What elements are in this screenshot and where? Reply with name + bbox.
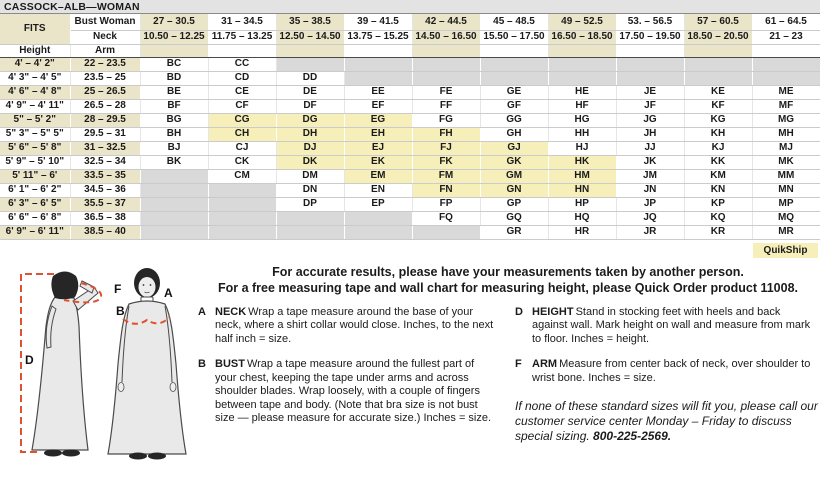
bust-range: 39 – 41.5	[344, 14, 412, 30]
header-spacer-cell	[276, 44, 344, 57]
size-cell: DP	[276, 197, 344, 211]
measuring-instructions-section	[0, 264, 820, 476]
size-row	[0, 99, 820, 113]
size-cell: EK	[344, 155, 412, 169]
size-cell: HN	[548, 183, 616, 197]
size-row	[0, 197, 820, 211]
arm-range: 29.5 – 31	[70, 127, 140, 141]
size-cell: KE	[684, 85, 752, 99]
height-range: 5" 3" – 5" 5"	[0, 127, 70, 141]
header-spacer-cell	[480, 44, 548, 57]
intro-text	[198, 264, 818, 296]
size-cell: JF	[616, 99, 684, 113]
instruction-term-neck: NECK	[215, 305, 247, 318]
size-cell-unavailable	[140, 183, 208, 197]
size-cell-unavailable	[616, 57, 684, 71]
front-figure-hand	[170, 382, 176, 391]
size-cell: EM	[344, 169, 412, 183]
size-cell: KK	[684, 155, 752, 169]
size-cell: JJ	[616, 141, 684, 155]
header-spacer-cell	[344, 44, 412, 57]
size-cell: BD	[140, 71, 208, 85]
size-cell: KJ	[684, 141, 752, 155]
size-cell-unavailable	[208, 225, 276, 239]
size-cell-unavailable	[480, 57, 548, 71]
height-range: 5" – 5' 2"	[0, 113, 70, 127]
bust-range: 31 – 34.5	[208, 14, 276, 30]
column-label-row	[0, 44, 820, 57]
size-cell: MK	[752, 155, 820, 169]
size-cell: HG	[548, 113, 616, 127]
size-cell-unavailable	[344, 225, 412, 239]
size-cell: HF	[548, 99, 616, 113]
front-figure-foot	[129, 452, 147, 459]
bust-range: 49 – 52.5	[548, 14, 616, 30]
height-range: 6' 1" – 6' 2"	[0, 183, 70, 197]
size-cell-unavailable	[412, 225, 480, 239]
size-cell: CJ	[208, 141, 276, 155]
size-cell: FG	[412, 113, 480, 127]
size-cell-unavailable	[276, 225, 344, 239]
arm-column-label: Arm	[70, 44, 140, 57]
header-spacer-cell	[548, 44, 616, 57]
size-cell: CE	[208, 85, 276, 99]
instruction-key-d: D	[515, 305, 523, 318]
size-row	[0, 127, 820, 141]
size-cell: KG	[684, 113, 752, 127]
neck-range: 18.50 – 20.50	[684, 30, 752, 44]
size-cell-unavailable	[140, 197, 208, 211]
neck-range: 13.75 – 15.25	[344, 30, 412, 44]
height-range: 4' 6" – 4' 8"	[0, 85, 70, 99]
bust-range: 53. – 56.5	[616, 14, 684, 30]
size-cell: DM	[276, 169, 344, 183]
size-cell: GJ	[480, 141, 548, 155]
neck-range: 11.75 – 13.25	[208, 30, 276, 44]
size-cell: HK	[548, 155, 616, 169]
size-cell: GP	[480, 197, 548, 211]
size-row	[0, 141, 820, 155]
size-cell: MP	[752, 197, 820, 211]
figure-label-neck: A	[164, 285, 173, 300]
size-cell-unavailable	[140, 169, 208, 183]
special-sizing-note	[515, 399, 818, 444]
size-cell: DF	[276, 99, 344, 113]
arm-range: 28 – 29.5	[70, 113, 140, 127]
size-cell: FM	[412, 169, 480, 183]
instruction-neck	[198, 306, 497, 347]
size-cell: FQ	[412, 211, 480, 225]
instruction-key-f: F	[515, 358, 522, 370]
size-cell: JR	[616, 225, 684, 239]
height-column-label: Height	[0, 44, 70, 57]
instruction-bust	[198, 358, 497, 426]
size-cell: HJ	[548, 141, 616, 155]
height-range: 6' 3" – 6' 5"	[0, 197, 70, 211]
neck-range: 12.50 – 14.50	[276, 30, 344, 44]
figure-label-height: D	[25, 352, 34, 367]
size-row	[0, 85, 820, 99]
instruction-text-height: Stand in stocking feet with heels and back against wall. Mark height on wall and measure from mark to floor. Inches = height.	[532, 305, 811, 345]
size-row	[0, 169, 820, 183]
size-cell: HH	[548, 127, 616, 141]
measurement-figure-illustration	[4, 264, 196, 466]
page-title: CASSOCK–ALB—WOMAN	[0, 0, 820, 14]
bust-range: 42 – 44.5	[412, 14, 480, 30]
size-cell: BH	[140, 127, 208, 141]
size-cell-unavailable	[276, 211, 344, 225]
special-sizing-text: If none of these standard sizes will fit you, please call our customer service center Monday – Friday to discuss special sizing.	[515, 399, 818, 443]
size-cell: JH	[616, 127, 684, 141]
size-cell: FH	[412, 127, 480, 141]
size-cell-unavailable	[616, 71, 684, 85]
front-figure-face	[139, 277, 156, 297]
size-cell: JE	[616, 85, 684, 99]
header-spacer-cell	[208, 44, 276, 57]
size-cell: GK	[480, 155, 548, 169]
instruction-term-height: HEIGHT	[532, 305, 574, 318]
size-cell: BE	[140, 85, 208, 99]
size-row	[0, 183, 820, 197]
arm-range: 26.5 – 28	[70, 99, 140, 113]
size-cell: MF	[752, 99, 820, 113]
size-cell: JP	[616, 197, 684, 211]
size-cell-unavailable	[140, 225, 208, 239]
size-cell: KN	[684, 183, 752, 197]
size-cell-unavailable	[412, 71, 480, 85]
neck-header-row	[0, 30, 820, 44]
arm-range: 36.5 – 38	[70, 211, 140, 225]
size-cell: KR	[684, 225, 752, 239]
header-spacer-cell	[684, 44, 752, 57]
front-figure-robe	[108, 301, 186, 454]
size-cell: BF	[140, 99, 208, 113]
size-cell: GH	[480, 127, 548, 141]
size-cell: DK	[276, 155, 344, 169]
size-cell-unavailable	[480, 71, 548, 85]
neck-row-label: Neck	[70, 30, 140, 44]
instruction-key-b: B	[198, 358, 206, 370]
size-cell: BC	[140, 57, 208, 71]
neck-range: 14.50 – 16.50	[412, 30, 480, 44]
fits-label: FITS	[0, 14, 70, 44]
size-cell: DE	[276, 85, 344, 99]
bust-range: 27 – 30.5	[140, 14, 208, 30]
size-cell: CC	[208, 57, 276, 71]
arm-range: 25 – 26.5	[70, 85, 140, 99]
figure-label-arm: F	[114, 281, 122, 296]
size-grid	[0, 57, 820, 239]
header-spacer-cell	[140, 44, 208, 57]
size-cell: FP	[412, 197, 480, 211]
size-cell: EH	[344, 127, 412, 141]
size-cell: JM	[616, 169, 684, 183]
size-cell: HP	[548, 197, 616, 211]
instruction-text-arm: Measure from center back of neck, over shoulder to wrist bone. Inches = size.	[532, 358, 811, 384]
arm-range: 32.5 – 34	[70, 155, 140, 169]
size-cell: JK	[616, 155, 684, 169]
size-cell-unavailable	[412, 57, 480, 71]
height-range: 4' 3" – 4' 5"	[0, 71, 70, 85]
size-cell: CD	[208, 71, 276, 85]
back-figure-head	[51, 271, 78, 299]
bust-range: 45 – 48.5	[480, 14, 548, 30]
size-cell: CH	[208, 127, 276, 141]
size-cell: CG	[208, 113, 276, 127]
bust-header-row	[0, 14, 820, 30]
size-cell: ME	[752, 85, 820, 99]
size-cell: CM	[208, 169, 276, 183]
intro-line-2: For a free measuring tape and wall chart for measuring height, please Quick Order product 11008.	[217, 280, 799, 295]
size-cell: MQ	[752, 211, 820, 225]
size-cell: DG	[276, 113, 344, 127]
size-cell-unavailable	[344, 211, 412, 225]
front-view-figure	[108, 268, 186, 460]
size-cell: MR	[752, 225, 820, 239]
height-range: 5' 9" – 5' 10"	[0, 155, 70, 169]
size-cell: DD	[276, 71, 344, 85]
size-cell: GE	[480, 85, 548, 99]
size-cell: HM	[548, 169, 616, 183]
instruction-key-a: A	[198, 305, 206, 318]
bust-range: 35 – 38.5	[276, 14, 344, 30]
size-cell: EN	[344, 183, 412, 197]
size-cell: KM	[684, 169, 752, 183]
size-cell: BJ	[140, 141, 208, 155]
neck-range: 10.50 – 12.25	[140, 30, 208, 44]
size-cell: FF	[412, 99, 480, 113]
size-cell: BG	[140, 113, 208, 127]
size-cell: MN	[752, 183, 820, 197]
arm-range: 38.5 – 40	[70, 225, 140, 239]
bust-row-label: Bust Woman	[70, 14, 140, 30]
arm-range: 35.5 – 37	[70, 197, 140, 211]
size-cell-unavailable	[752, 71, 820, 85]
size-cell-unavailable	[548, 57, 616, 71]
size-cell: KQ	[684, 211, 752, 225]
size-cell-unavailable	[752, 57, 820, 71]
size-cell: FJ	[412, 141, 480, 155]
arm-range: 33.5 – 35	[70, 169, 140, 183]
size-cell: CF	[208, 99, 276, 113]
size-cell: BK	[140, 155, 208, 169]
special-sizing-phone: 800-225-2569.	[593, 429, 672, 443]
size-cell: HE	[548, 85, 616, 99]
size-cell: GG	[480, 113, 548, 127]
figure-label-bust: B	[116, 303, 125, 318]
height-range: 5' 6" – 5' 8"	[0, 141, 70, 155]
size-cell: GQ	[480, 211, 548, 225]
size-cell: KH	[684, 127, 752, 141]
size-cell: CK	[208, 155, 276, 169]
size-cell-unavailable	[140, 211, 208, 225]
size-cell-unavailable	[548, 71, 616, 85]
arm-range: 23.5 – 25	[70, 71, 140, 85]
size-cell: EG	[344, 113, 412, 127]
size-cell: GF	[480, 99, 548, 113]
instruction-term-bust: BUST	[215, 358, 245, 370]
neck-range: 21 – 23	[752, 30, 820, 44]
front-figure-hand	[118, 382, 124, 391]
size-cell-unavailable	[208, 183, 276, 197]
size-cell: JQ	[616, 211, 684, 225]
size-cell-unavailable	[208, 197, 276, 211]
size-cell-unavailable	[684, 71, 752, 85]
size-cell-unavailable	[684, 57, 752, 71]
intro-line-1: For accurate results, please have your measurements taken by another person.	[272, 264, 744, 279]
arm-range: 34.5 – 36	[70, 183, 140, 197]
bust-range: 57 – 60.5	[684, 14, 752, 30]
quikship-row	[0, 240, 820, 258]
size-cell: GM	[480, 169, 548, 183]
size-cell: FN	[412, 183, 480, 197]
height-range: 4' – 4' 2"	[0, 57, 70, 71]
size-cell: GR	[480, 225, 548, 239]
size-cell: FE	[412, 85, 480, 99]
size-cell: GN	[480, 183, 548, 197]
size-cell-unavailable	[208, 211, 276, 225]
size-cell-unavailable	[344, 71, 412, 85]
height-range: 4' 9" – 4' 11"	[0, 99, 70, 113]
front-figure-foot	[148, 452, 166, 459]
instruction-text-neck: Wrap a tape measure around the base of your neck, where a shirt collar would close. Inches, to the next half inch = size.	[215, 305, 494, 345]
size-cell: EP	[344, 197, 412, 211]
size-row	[0, 211, 820, 225]
size-cell: EE	[344, 85, 412, 99]
size-cell: DH	[276, 127, 344, 141]
neck-range: 15.50 – 17.50	[480, 30, 548, 44]
size-cell: HQ	[548, 211, 616, 225]
size-cell: FK	[412, 155, 480, 169]
size-cell: MM	[752, 169, 820, 183]
size-table	[0, 14, 820, 240]
size-cell: DN	[276, 183, 344, 197]
size-row	[0, 57, 820, 71]
height-range: 5' 11" – 6'	[0, 169, 70, 183]
size-cell: MJ	[752, 141, 820, 155]
size-row	[0, 113, 820, 127]
size-row	[0, 71, 820, 85]
height-range: 6' 9" – 6' 11"	[0, 225, 70, 239]
instruction-term-arm: ARM	[532, 358, 558, 370]
quikship-legend: QuikShip	[753, 243, 818, 258]
back-view-figure	[32, 271, 101, 456]
instruction-arm	[515, 358, 818, 385]
arm-range: 22 – 23.5	[70, 57, 140, 71]
back-figure-foot	[62, 449, 80, 456]
size-cell: MH	[752, 127, 820, 141]
size-cell: DJ	[276, 141, 344, 155]
header-spacer-cell	[616, 44, 684, 57]
size-cell: KP	[684, 197, 752, 211]
size-row	[0, 155, 820, 169]
back-figure-foot	[44, 449, 62, 456]
size-cell: JN	[616, 183, 684, 197]
size-cell: JG	[616, 113, 684, 127]
neck-range: 17.50 – 19.50	[616, 30, 684, 44]
size-cell: MG	[752, 113, 820, 127]
size-cell: EF	[344, 99, 412, 113]
size-row	[0, 225, 820, 239]
height-range: 6' 6" – 6' 8"	[0, 211, 70, 225]
bust-range: 61 – 64.5	[752, 14, 820, 30]
size-cell: EJ	[344, 141, 412, 155]
size-cell-unavailable	[344, 57, 412, 71]
arm-range: 31 – 32.5	[70, 141, 140, 155]
back-figure-robe	[32, 297, 88, 450]
size-cell: HR	[548, 225, 616, 239]
instruction-height	[515, 306, 818, 347]
size-cell: KF	[684, 99, 752, 113]
header-spacer-cell	[412, 44, 480, 57]
header-spacer-cell	[752, 44, 820, 57]
neck-range: 16.50 – 18.50	[548, 30, 616, 44]
instruction-text-bust: Wrap a tape measure around the fullest part of your chest, keeping the tape under arms and across shoulder blades. Wrap loosely, with a couple of fingers between tape and body. (Note that bra size is not bust size — please measure for accurate size.) Inches = size.	[215, 358, 492, 424]
size-cell-unavailable	[276, 57, 344, 71]
